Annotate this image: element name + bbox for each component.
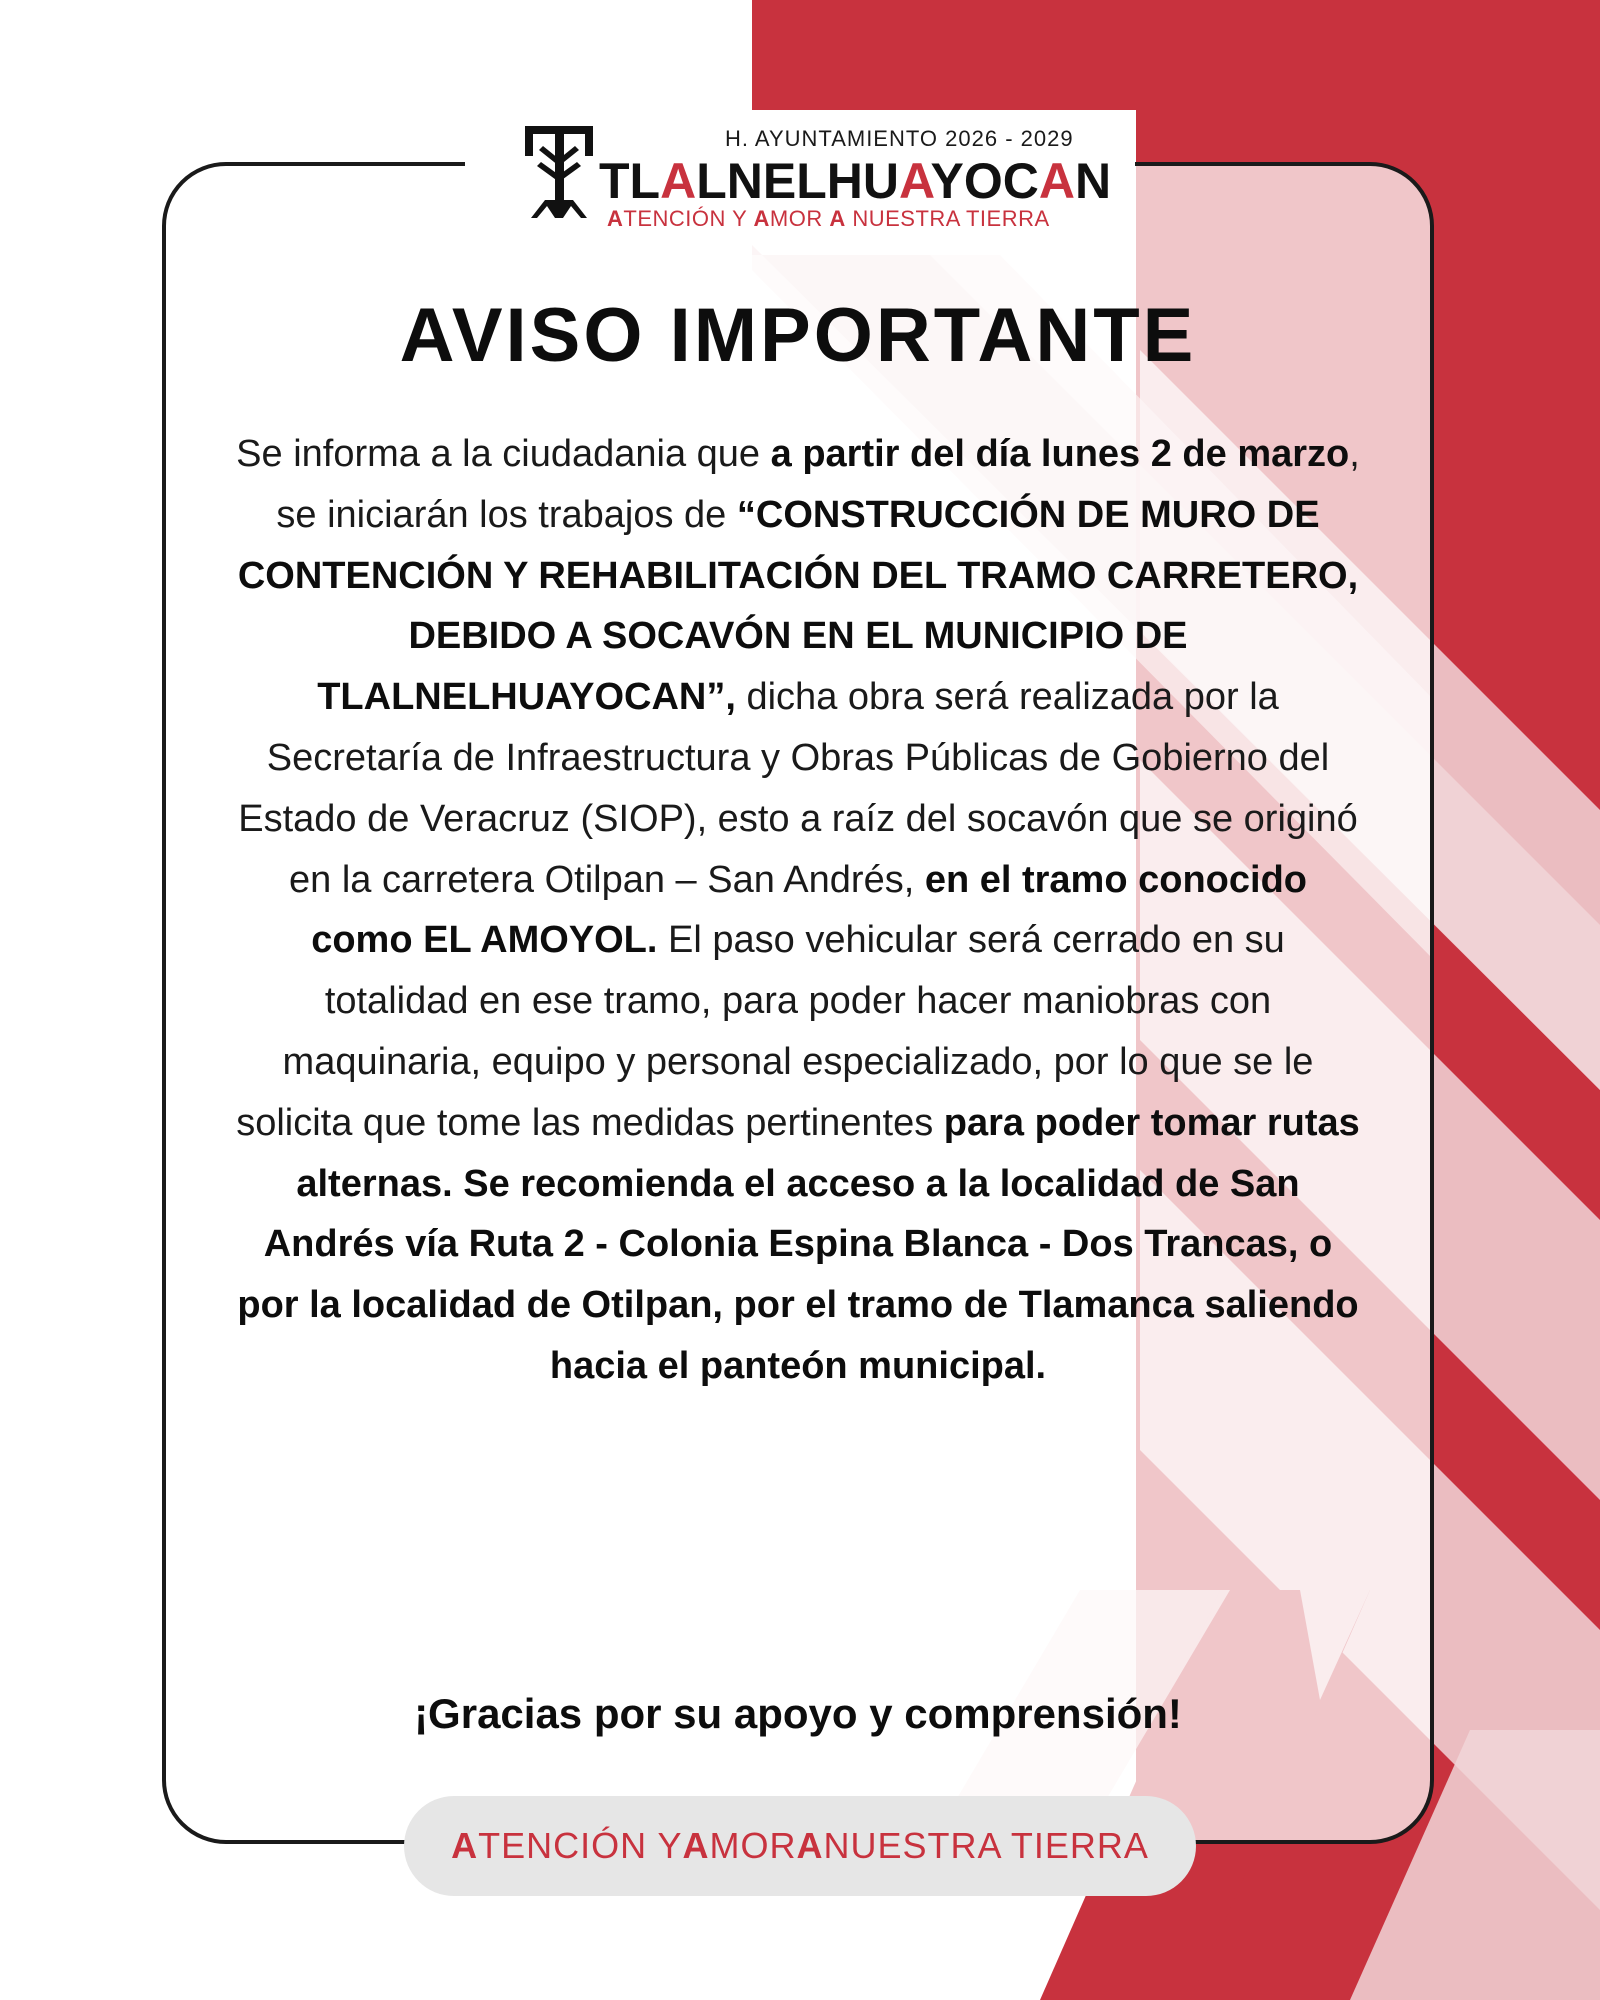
body-bold-2: “CONSTRUCCIÓN DE MURO DE CONTENCIÓN Y REHABILITACIÓN DEL TRAMO CARRETERO, DEBIDO A SOCAVÓN EN EL MUNICIPIO DE TLALNELHUAYOCAN”, <box>237 493 1359 719</box>
body-text-1: Se informa a la ciudadania que <box>236 433 771 475</box>
page-title: AVISO IMPORTANTE <box>399 293 1197 378</box>
logo-municipality-name: TLALNELHUAYOCAN <box>599 153 1112 209</box>
body-text-4: El paso vehicular será cerrado en su totalidad en ese tramo, para poder hacer maniobras con maquinaria, equipo y personal especializado, por lo que se le solicita que tome las medidas pertinentes <box>236 919 1314 1144</box>
logo-administration-period: H. AYUNTAMIENTO 2026 - 2029 <box>725 126 1074 151</box>
footer-slogan-pill: A TENCIÓN Y A MOR A NUESTRA TIERRA <box>404 1796 1196 1896</box>
body-text-2: , se iniciarán los trabajos de <box>276 433 1360 536</box>
municipal-logo <box>465 110 1135 230</box>
thanks-message: ¡Gracias por su apoyo y comprensión! <box>414 1690 1182 1737</box>
body-bold-1: a partir del día lunes 2 de marzo <box>770 433 1350 475</box>
body-bold-4: para poder tomar rutas alternas. Se recomienda el acceso a la localidad de San Andrés vía Ruta 2 - Colonia Espina Blanca - Dos Trancas, o por la localidad de Otilpan, por el tramo de Tlamanca saliendo hacia el panteón municipal. <box>237 1101 1360 1387</box>
body-text-3: dicha obra será realizada por la Secretaría de Infraestructura y Obras Públicas de Gobierno del Estado de Veracruz (SIOP), esto a raíz del socavón que se originó en la carretera Otilpan – San Andrés, <box>238 676 1358 901</box>
body-bold-3: en el tramo conocido como EL AMOYOL. <box>311 858 1307 962</box>
tree-emblem-icon <box>525 126 593 222</box>
logo-slogan: ATENCIÓN Y AMOR A NUESTRA TIERRA <box>607 206 1050 231</box>
notice-body <box>236 424 1360 1397</box>
